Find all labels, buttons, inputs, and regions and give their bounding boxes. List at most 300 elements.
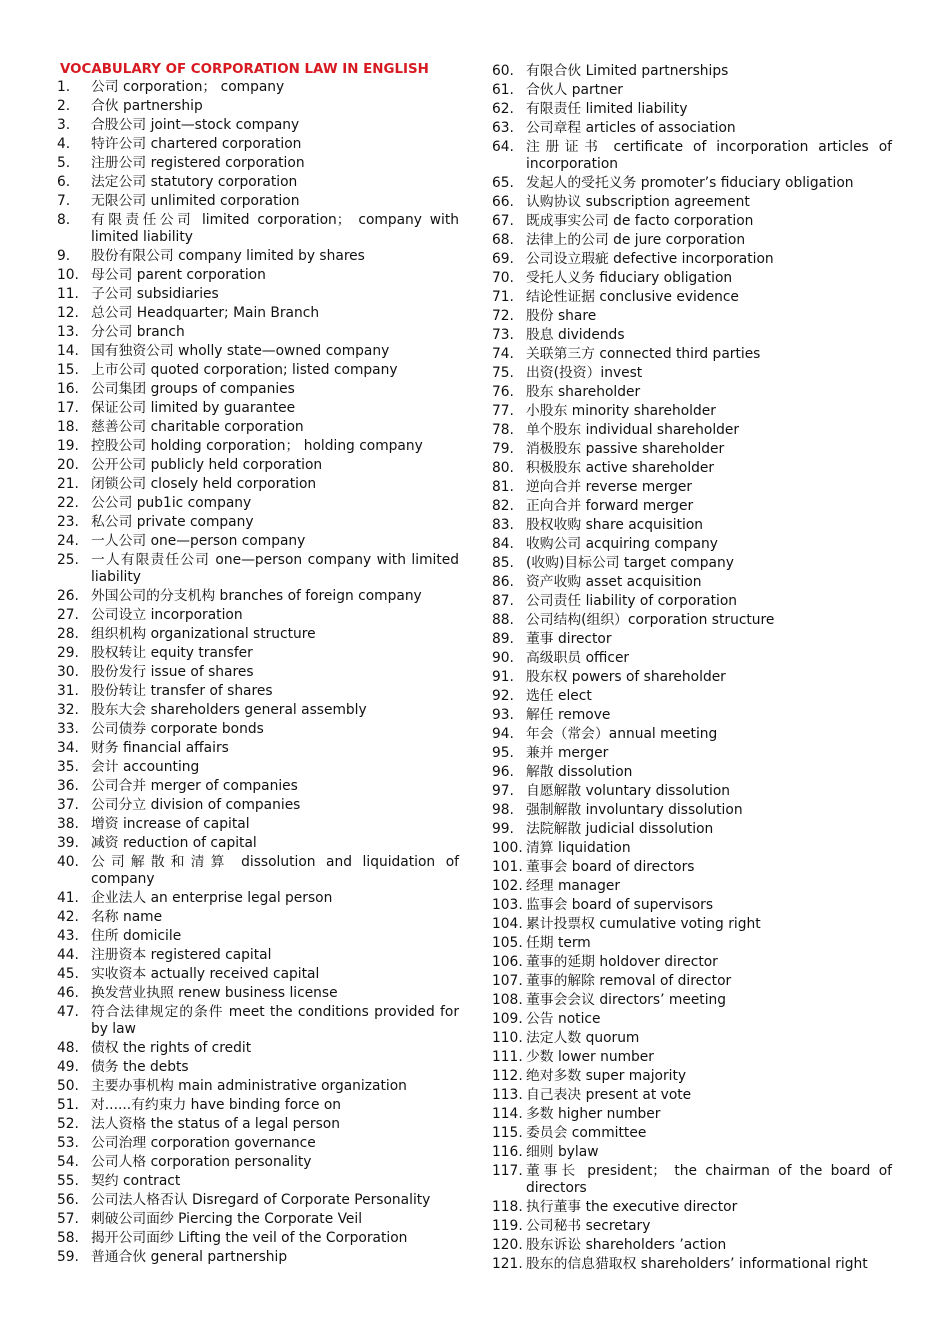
list-item [57, 533, 459, 552]
item-term: 公司法人格否认 Disregard of Corporate Personality [91, 1192, 431, 1208]
item-term: 经理 manager [526, 878, 620, 894]
item-term: 公司解散和清算 dissolution and liquidation of company [91, 854, 459, 887]
item-number: 44. [57, 947, 79, 963]
list-item [492, 1087, 892, 1106]
item-term: 合股公司 joint—stock company [91, 117, 300, 133]
item-number: 94. [492, 726, 514, 742]
item-number: 72. [492, 308, 514, 324]
item-number: 106. [492, 954, 523, 970]
list-item [57, 835, 459, 854]
item-term: 刺破公司面纱 Piercing the Corporate Veil [91, 1211, 363, 1227]
list-item [492, 631, 892, 650]
item-number: 84. [492, 536, 514, 552]
item-number: 100. [492, 840, 523, 856]
item-term: 债权 the rights of credit [91, 1040, 252, 1056]
item-number: 67. [492, 213, 514, 229]
item-term: 股份有限公司 company limited by shares [91, 248, 365, 264]
item-term: 公司 corporation； company [91, 79, 285, 95]
item-number: 47. [57, 1004, 79, 1020]
item-number: 50. [57, 1078, 79, 1094]
list-item [57, 136, 459, 155]
item-term: 关联第三方 connected third parties [526, 346, 761, 362]
item-number: 40. [57, 854, 79, 870]
item-term: 闭锁公司 closely held corporation [91, 476, 317, 492]
item-term: 一人有限责任公司 one—person company with limited liability [91, 552, 459, 585]
item-term: 强制解散 involuntary dissolution [526, 802, 743, 818]
item-term: 控股公司 holding corporation； holding company [91, 438, 423, 454]
item-term: 解任 remove [526, 707, 611, 723]
item-number: 104. [492, 916, 523, 932]
list-item [57, 1230, 459, 1249]
item-number: 57. [57, 1211, 79, 1227]
item-number: 11. [57, 286, 79, 302]
list-item [492, 574, 892, 593]
item-term: 股东权 powers of shareholder [526, 669, 726, 685]
list-item [57, 740, 459, 759]
list-item [57, 438, 459, 457]
right-column [492, 63, 892, 1275]
item-term: 分公司 branch [91, 324, 185, 340]
list-item [492, 346, 892, 365]
item-term: 国有独资公司 wholly state—owned company [91, 343, 390, 359]
item-term: 法律上的公司 de jure corporation [526, 232, 746, 248]
list-item [492, 251, 892, 270]
list-item [57, 343, 459, 362]
list-item [492, 479, 892, 498]
list-item [57, 79, 459, 98]
list-item [57, 324, 459, 343]
item-term: 公司责任 liability of corporation [526, 593, 738, 609]
list-item [492, 441, 892, 460]
item-number: 33. [57, 721, 79, 737]
item-term: 无限公司 unlimited corporation [91, 193, 300, 209]
item-term: 选任 elect [526, 688, 592, 704]
list-item [492, 194, 892, 213]
item-number: 86. [492, 574, 514, 590]
item-term: 股份转让 transfer of shares [91, 683, 273, 699]
item-term: 总公司 Headquarter; Main Branch [91, 305, 320, 321]
item-number: 71. [492, 289, 514, 305]
item-number: 80. [492, 460, 514, 476]
item-term: 自己表决 present at vote [526, 1087, 692, 1103]
list-item [492, 82, 892, 101]
item-term: 减资 reduction of capital [91, 835, 257, 851]
item-term: 受托人义务 fiduciary obligation [526, 270, 733, 286]
item-term: 一人公司 one—person company [91, 533, 306, 549]
list-item [492, 688, 892, 707]
item-number: 14. [57, 343, 79, 359]
item-term: 细则 bylaw [526, 1144, 599, 1160]
item-term: 多数 higher number [526, 1106, 661, 1122]
item-number: 108. [492, 992, 523, 1008]
list-item [492, 213, 892, 232]
list-item [57, 381, 459, 400]
item-number: 113. [492, 1087, 523, 1103]
list-item [492, 916, 892, 935]
item-term: 公公司 pub1ic company [91, 495, 252, 511]
list-item [57, 174, 459, 193]
list-item [492, 1030, 892, 1049]
item-number: 37. [57, 797, 79, 813]
item-number: 102. [492, 878, 523, 894]
item-term: 有限责任 limited liability [526, 101, 688, 117]
item-number: 89. [492, 631, 514, 647]
list-item [57, 607, 459, 626]
item-term: 公司设立瑕疵 defective incorporation [526, 251, 774, 267]
item-term: 单个股东 individual shareholder [526, 422, 740, 438]
item-number: 38. [57, 816, 79, 832]
item-number: 35. [57, 759, 79, 775]
item-number: 41. [57, 890, 79, 906]
list-item [492, 992, 892, 1011]
item-term: 实收资本 actually received capital [91, 966, 320, 982]
list-item [492, 669, 892, 688]
item-number: 73. [492, 327, 514, 343]
item-number: 36. [57, 778, 79, 794]
item-number: 2. [57, 98, 71, 114]
list-item [57, 1097, 459, 1116]
item-term: 公司设立 incorporation [91, 607, 243, 623]
item-number: 32. [57, 702, 79, 718]
item-term: 公司秘书 secretary [526, 1218, 651, 1234]
item-number: 56. [57, 1192, 79, 1208]
item-term: 会计 accounting [91, 759, 200, 775]
item-number: 66. [492, 194, 514, 210]
item-number: 18. [57, 419, 79, 435]
list-item [492, 650, 892, 669]
item-number: 95. [492, 745, 514, 761]
item-term: 股权转让 equity transfer [91, 645, 253, 661]
list-item [57, 759, 459, 778]
item-number: 75. [492, 365, 514, 381]
item-term: 母公司 parent corporation [91, 267, 266, 283]
item-number: 15. [57, 362, 79, 378]
item-number: 91. [492, 669, 514, 685]
document-title: VOCABULARY OF CORPORATION LAW IN ENGLISH [60, 62, 429, 77]
item-term: 消极股东 passive shareholder [526, 441, 725, 457]
item-number: 5. [57, 155, 71, 171]
item-term: 执行董事 the executive director [526, 1199, 738, 1215]
item-number: 13. [57, 324, 79, 340]
item-number: 17. [57, 400, 79, 416]
list-item [492, 1199, 892, 1218]
list-item [57, 1040, 459, 1059]
item-number: 98. [492, 802, 514, 818]
item-term: 名称 name [91, 909, 163, 925]
item-number: 121. [492, 1256, 523, 1272]
item-term: 年会（常会）annual meeting [526, 726, 718, 742]
list-item [57, 457, 459, 476]
item-number: 105. [492, 935, 523, 951]
item-term: 兼并 merger [526, 745, 609, 761]
item-number: 4. [57, 136, 71, 152]
item-term: 符合法律规定的条件 meet the conditions provided for by law [91, 1004, 459, 1037]
item-number: 12. [57, 305, 79, 321]
item-term: 董事 director [526, 631, 612, 647]
item-term: 董事会会议 directors’ meeting [526, 992, 727, 1008]
list-item [492, 612, 892, 631]
item-number: 20. [57, 457, 79, 473]
list-item [57, 267, 459, 286]
item-term: 董事会 board of directors [526, 859, 695, 875]
item-number: 6. [57, 174, 71, 190]
item-term: 普通合伙 general partnership [91, 1249, 288, 1265]
item-term: 增资 increase of capital [91, 816, 250, 832]
item-number: 26. [57, 588, 79, 604]
list-item [57, 400, 459, 419]
item-number: 115. [492, 1125, 523, 1141]
item-number: 64. [492, 139, 514, 155]
list-item [57, 816, 459, 835]
item-number: 107. [492, 973, 523, 989]
item-term: 清算 liquidation [526, 840, 631, 856]
list-item [492, 270, 892, 289]
item-number: 42. [57, 909, 79, 925]
list-item [492, 63, 892, 82]
list-item [492, 498, 892, 517]
item-number: 30. [57, 664, 79, 680]
list-item [492, 1106, 892, 1125]
item-number: 69. [492, 251, 514, 267]
item-number: 78. [492, 422, 514, 438]
item-number: 112. [492, 1068, 523, 1084]
item-number: 83. [492, 517, 514, 533]
item-term: 股东 shareholder [526, 384, 641, 400]
list-item [492, 139, 892, 175]
list-item [492, 783, 892, 802]
item-number: 60. [492, 63, 514, 79]
item-term: 主要办事机构 main administrative organization [91, 1078, 407, 1094]
item-term: 高级职员 officer [526, 650, 630, 666]
item-term: 正向合并 forward merger [526, 498, 694, 514]
item-term: 揭开公司面纱 Lifting the veil of the Corporation [91, 1230, 408, 1246]
list-item [492, 840, 892, 859]
item-term: 法定人数 quorum [526, 1030, 640, 1046]
list-item [492, 120, 892, 139]
list-item [492, 1144, 892, 1163]
item-term: 企业法人 an enterprise legal person [91, 890, 333, 906]
item-number: 118. [492, 1199, 523, 1215]
list-item [57, 419, 459, 438]
item-term: 认购协议 subscription agreement [526, 194, 750, 210]
list-item [492, 954, 892, 973]
list-item [57, 248, 459, 267]
item-term: 保证公司 limited by guarantee [91, 400, 296, 416]
list-item [57, 1135, 459, 1154]
vocabulary-list-right [492, 63, 892, 1275]
list-item [492, 384, 892, 403]
list-item [57, 1154, 459, 1173]
item-number: 58. [57, 1230, 79, 1246]
list-item [492, 859, 892, 878]
list-item [57, 552, 459, 588]
list-item [57, 305, 459, 324]
item-number: 29. [57, 645, 79, 661]
list-item [57, 98, 459, 117]
item-number: 43. [57, 928, 79, 944]
vocabulary-list-left [57, 79, 459, 1268]
item-term: 发起人的受托义务 promoter’s fiduciary obligation [526, 175, 854, 191]
item-term: 自愿解散 voluntary dissolution [526, 783, 731, 799]
item-term: 公司债券 corporate bonds [91, 721, 264, 737]
list-item [57, 1059, 459, 1078]
item-number: 110. [492, 1030, 523, 1046]
item-number: 27. [57, 607, 79, 623]
list-item [57, 797, 459, 816]
item-number: 109. [492, 1011, 523, 1027]
item-number: 1. [57, 79, 71, 95]
item-number: 21. [57, 476, 79, 492]
item-number: 31. [57, 683, 79, 699]
item-number: 52. [57, 1116, 79, 1132]
list-item [492, 973, 892, 992]
item-term: 董事的解除 removal of director [526, 973, 732, 989]
item-term: 公司治理 corporation governance [91, 1135, 316, 1151]
list-item [57, 702, 459, 721]
list-item [57, 362, 459, 381]
item-term: 上市公司 quoted corporation; listed company [91, 362, 398, 378]
item-term: 公司结构(组织）corporation structure [526, 612, 775, 628]
item-number: 28. [57, 626, 79, 642]
item-number: 53. [57, 1135, 79, 1151]
list-item [57, 495, 459, 514]
item-term: 有限合伙 Limited partnerships [526, 63, 729, 79]
left-column [57, 60, 459, 1268]
list-item [492, 593, 892, 612]
list-item [57, 286, 459, 305]
item-term: 子公司 subsidiaries [91, 286, 219, 302]
list-item [492, 1068, 892, 1087]
item-term: 合伙人 partner [526, 82, 623, 98]
list-item [57, 909, 459, 928]
item-term: 财务 financial affairs [91, 740, 229, 756]
item-term: 换发营业执照 renew business license [91, 985, 338, 1001]
item-term: 注册资本 registered capital [91, 947, 272, 963]
item-number: 62. [492, 101, 514, 117]
item-number: 87. [492, 593, 514, 609]
list-item [57, 947, 459, 966]
item-term: 有限责任公司 limited corporation； company with limited liability [91, 212, 459, 245]
item-term: 住所 domicile [91, 928, 182, 944]
item-number: 120. [492, 1237, 523, 1253]
item-term: 股息 dividends [526, 327, 625, 343]
list-item [57, 645, 459, 664]
item-number: 116. [492, 1144, 523, 1160]
list-item [492, 802, 892, 821]
item-number: 114. [492, 1106, 523, 1122]
list-item [57, 1173, 459, 1192]
list-item [57, 928, 459, 947]
item-term: 既成事实公司 de facto corporation [526, 213, 754, 229]
item-number: 90. [492, 650, 514, 666]
item-term: 法定公司 statutory corporation [91, 174, 298, 190]
item-number: 119. [492, 1218, 523, 1234]
list-item [57, 1116, 459, 1135]
item-number: 19. [57, 438, 79, 454]
item-term: 股份发行 issue of shares [91, 664, 254, 680]
item-term: 资产收购 asset acquisition [526, 574, 702, 590]
list-item [492, 707, 892, 726]
list-item [492, 1256, 892, 1275]
list-item [492, 745, 892, 764]
item-number: 24. [57, 533, 79, 549]
list-item [57, 1078, 459, 1097]
list-item [57, 1192, 459, 1211]
item-term: 出资(投资）invest [526, 365, 643, 381]
item-number: 79. [492, 441, 514, 457]
item-term: 股东大会 shareholders general assembly [91, 702, 367, 718]
list-item [57, 778, 459, 797]
item-number: 85. [492, 555, 514, 571]
list-item [492, 422, 892, 441]
list-item [492, 1163, 892, 1199]
item-number: 22. [57, 495, 79, 511]
list-item [57, 155, 459, 174]
item-number: 97. [492, 783, 514, 799]
list-item [57, 626, 459, 645]
list-item [57, 1249, 459, 1268]
item-term: 绝对多数 super majority [526, 1068, 687, 1084]
item-number: 23. [57, 514, 79, 530]
item-number: 34. [57, 740, 79, 756]
item-term: 法院解散 judicial dissolution [526, 821, 714, 837]
list-item [57, 476, 459, 495]
item-term: 累计投票权 cumulative voting right [526, 916, 761, 932]
item-term: 特许公司 chartered corporation [91, 136, 302, 152]
item-term: (收购)目标公司 target company [526, 555, 734, 571]
item-number: 51. [57, 1097, 79, 1113]
item-number: 9. [57, 248, 71, 264]
item-number: 16. [57, 381, 79, 397]
item-term: 解散 dissolution [526, 764, 633, 780]
item-number: 92. [492, 688, 514, 704]
list-item [492, 1237, 892, 1256]
item-term: 合伙 partnership [91, 98, 203, 114]
item-term: 注册证书 certificate of incorporation articles of incorporation [526, 139, 892, 172]
item-term: 董事长 president； the chairman of the board of directors [526, 1163, 892, 1196]
item-number: 3. [57, 117, 71, 133]
list-item [57, 117, 459, 136]
list-item [492, 1125, 892, 1144]
item-term: 债务 the debts [91, 1059, 189, 1075]
item-term: 组织机构 organizational structure [91, 626, 316, 642]
list-item [492, 232, 892, 251]
list-item [492, 460, 892, 479]
item-term: 任期 term [526, 935, 591, 951]
item-number: 74. [492, 346, 514, 362]
list-item [492, 289, 892, 308]
item-number: 88. [492, 612, 514, 628]
item-number: 46. [57, 985, 79, 1001]
item-number: 103. [492, 897, 523, 913]
list-item [492, 175, 892, 194]
list-item [57, 721, 459, 740]
list-item [57, 966, 459, 985]
list-item [57, 193, 459, 212]
item-number: 99. [492, 821, 514, 837]
item-number: 65. [492, 175, 514, 191]
item-number: 81. [492, 479, 514, 495]
item-number: 68. [492, 232, 514, 248]
list-item [57, 854, 459, 890]
item-term: 私公司 private company [91, 514, 254, 530]
item-term: 董事的延期 holdover director [526, 954, 718, 970]
item-term: 注册公司 registered corporation [91, 155, 305, 171]
list-item [57, 664, 459, 683]
item-number: 39. [57, 835, 79, 851]
item-term: 公司集团 groups of companies [91, 381, 295, 397]
item-number: 77. [492, 403, 514, 419]
